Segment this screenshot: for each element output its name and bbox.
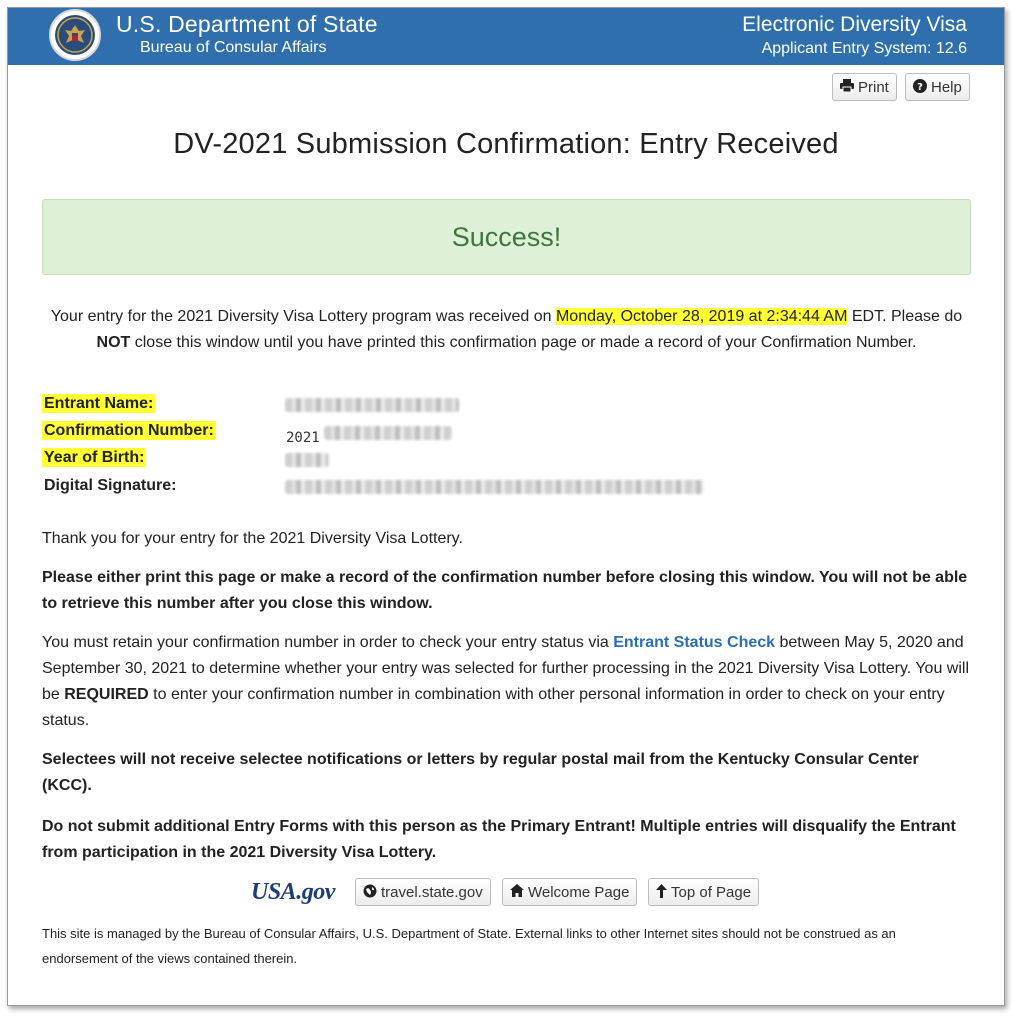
bureau-subtitle: Bureau of Consular Affairs: [140, 39, 327, 56]
page-frame: [7, 7, 1005, 1006]
footer-links: [8, 876, 1004, 910]
submission-intro: Your entry for the 2021 Diversity Visa Lottery program was received on Monday, October 28, 2019 at 2:34:44 AM EDT. Please do NOT close this window until you have printed this confirmation page or made a record of your Confirmation Number.: [50, 308, 963, 351]
thank-you-text: Thank you for your entry for the 2021 Diversity Visa Lottery.: [42, 530, 463, 547]
svg-text:?: ?: [917, 81, 923, 93]
travel-state-gov-button[interactable]: [355, 878, 491, 906]
confirmation-number-label: Confirmation Number:: [44, 422, 214, 439]
year-of-birth-label: Year of Birth:: [44, 449, 145, 466]
entrant-name-row: [42, 395, 155, 417]
retain-instructions: You must retain your confirmation number in order to check your entry status via Entrant Status Check between May 5, 2020 and September 30, 2021 to determine whether your entry was selected for further processing in the 2021 Diversity Visa Lottery. You will be REQUIRED to enter your confirmation number in combination with other personal information in order to check on your entry status.: [42, 634, 970, 729]
help-button[interactable]: [905, 73, 970, 101]
entrant-name-value-redacted: [285, 398, 459, 412]
globe-icon: [363, 884, 377, 901]
top-link-label: Top of Page: [671, 883, 752, 901]
success-alert: Success!: [42, 199, 971, 275]
question-circle-icon: [913, 79, 927, 96]
welcome-page-button[interactable]: [502, 878, 637, 906]
site-header: [8, 8, 1004, 65]
usagov-logo[interactable]: USA.gov: [251, 879, 335, 905]
state-department-seal-icon[interactable]: [49, 9, 101, 61]
top-of-page-button[interactable]: [648, 878, 759, 906]
year-of-birth-value-redacted: [285, 453, 329, 467]
page-title: DV-2021 Submission Confirmation: Entry Received: [173, 128, 839, 160]
year-of-birth-row: [42, 449, 146, 471]
confirmation-number-prefix: 2021: [286, 430, 320, 446]
site-disclaimer: This site is managed by the Bureau of Consular Affairs, U.S. Department of State. External links to other Internet sites should not be construed as an endorsement of the views contained therein.: [42, 926, 896, 966]
digital-signature-value-redacted: [285, 480, 704, 494]
print-warning-text: Please either print this page or make a record of the confirmation number before closing this window. You will not be able to retrieve this number after you close this window.: [42, 569, 968, 612]
app-version: Applicant Entry System: 12.6: [761, 40, 967, 57]
welcome-link-label: Welcome Page: [528, 883, 630, 901]
digital-signature-label: Digital Signature:: [44, 477, 177, 494]
submission-timestamp: Monday, October 28, 2019 at 2:34:44 AM: [555, 308, 848, 325]
confirmation-number-row: [42, 422, 216, 444]
travel-link-label: travel.state.gov: [381, 883, 483, 901]
confirmation-number-value-redacted: [324, 426, 452, 440]
selectees-note: Selectees will not receive selectee notifications or letters by regular postal mail from the Kentucky Consular Center (KCC).: [42, 751, 919, 794]
print-button[interactable]: [832, 73, 897, 101]
print-label: Print: [858, 78, 889, 96]
home-icon: [510, 884, 524, 900]
entrant-status-check-link[interactable]: Entrant Status Check: [613, 634, 776, 651]
printer-icon: [840, 79, 854, 95]
entrant-name-label: Entrant Name:: [44, 395, 154, 412]
arrow-up-icon: [656, 884, 667, 901]
department-title: U.S. Department of State: [116, 11, 378, 37]
help-label: Help: [931, 78, 962, 96]
multiple-entries-warning: Do not submit additional Entry Forms with this person as the Primary Entrant! Multiple entries will disqualify the Entrant from participation in the 2021 Diversity Visa Lottery.: [42, 818, 956, 861]
app-title: Electronic Diversity Visa: [742, 13, 967, 36]
digital-signature-row: [42, 477, 178, 499]
